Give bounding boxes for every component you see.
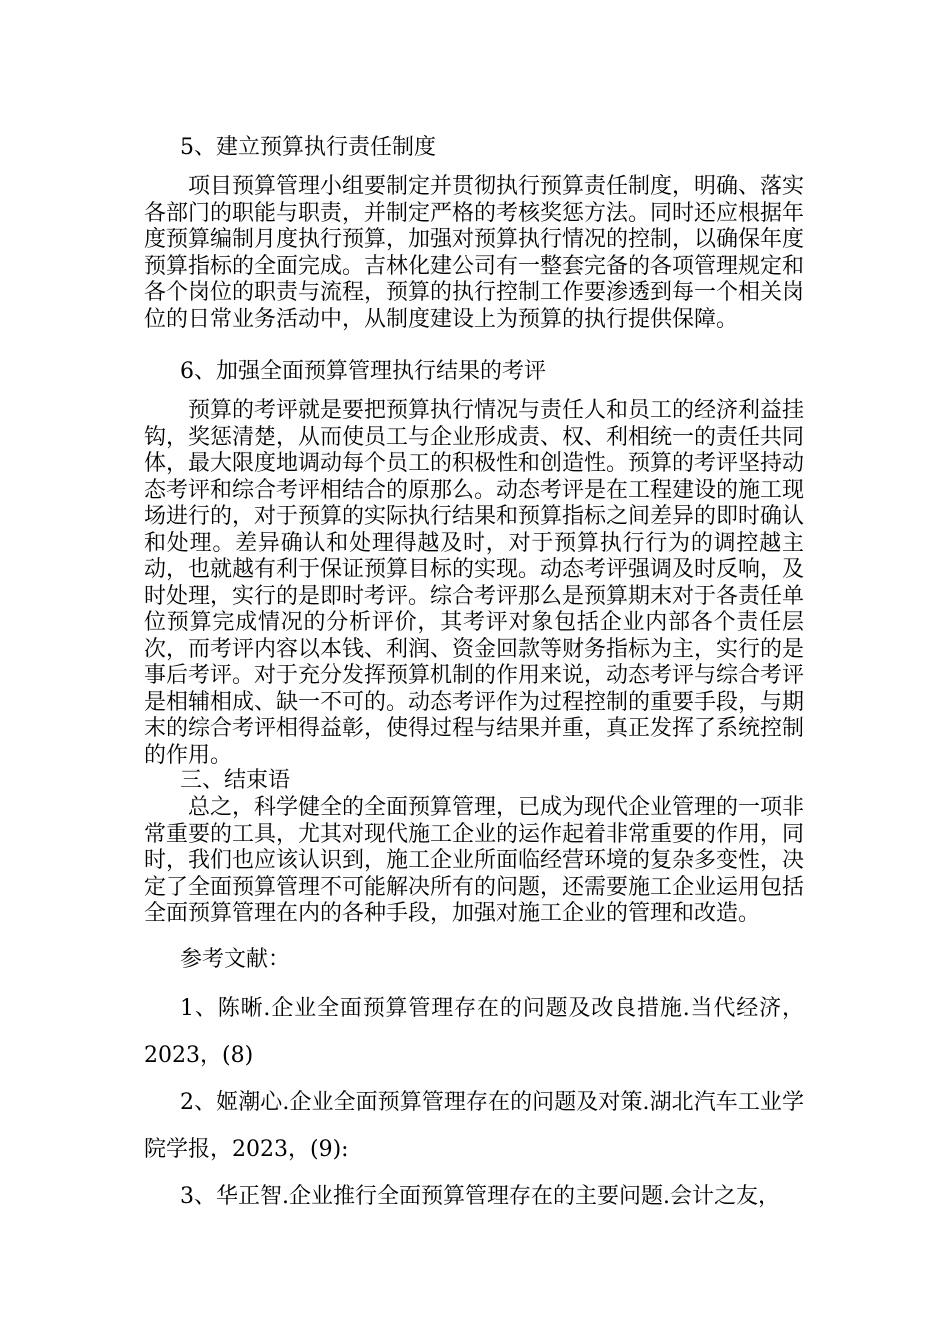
reference-item: 2、姬潮心.企业全面预算管理存在的问题及对策.湖北汽车工业学院学报，2023，(9):	[144, 1090, 804, 1162]
reference-item: 1、陈晰.企业全面预算管理存在的问题及改良措施.当代经济，2023，(8)	[144, 996, 804, 1068]
section-5-heading: 5、建立预算执行责任制度	[180, 135, 436, 160]
references-heading: 参考文献：	[180, 947, 291, 972]
reference-item: 3、华正智.企业推行全面预算管理存在的主要问题.会计之友，	[180, 1184, 780, 1209]
section-6-heading: 6、加强全面预算管理执行结果的考评	[180, 359, 546, 384]
section-5-paragraph: 项目预算管理小组要制定并贯彻执行预算责任制度，明确、落实各部门的职能与职责，并制定严格的考核奖惩方法。同时还应根据年度预算编制月度执行预算，加强对预算执行情况的控制，以确保年度预算指标的全面完成。吉林化建公司有一整套完备的各项管理规定和各个岗位的职责与流程，预算的执行控制工作要渗透到每一个相关岗位的日常业务活动中，从制度建设上为预算的执行提供保障。	[144, 174, 805, 332]
section-6-paragraph: 预算的考评就是要把预算执行情况与责任人和员工的经济利益挂钩，奖惩清楚，从而使员工与企业形成责、权、利相统一的责任共同体，最大限度地调动每个员工的积极性和创造性。预算的考评坚持动态考评和综合考评相结合的原那么。动态考评是在工程建设的施工现场进行的，对于预算的实际执行结果和预算指标之间差异的即时确认和处理。差异确认和处理得越及时，对于预算执行行为的调控越主动，也就越有利于保证预算目标的实现。动态考评强调及时反响，及时处理，实行的是即时考评。综合考评那么是预算期末对于各责任单位预算完成情况的分析评价，其考评对象包括企业内部各个责任层次，而考评内容以本钱、利润、资金回款等财务指标为主，实行的是事后考评。对于充分发挥预算机制的作用来说，动态考评与综合考评是相辅相成、缺一不可的。动态考评作为过程控制的重要手段，与期末的综合考评相得益彰，使得过程与结果并重，真正发挥了系统控制的作用。	[144, 398, 805, 768]
conclusion-paragraph: 总之，科学健全的全面预算管理，已成为现代企业管理的一项非常重要的工具，尤其对现代施工企业的运作起着非常重要的作用，同时，我们也应该认识到，施工企业所面临经营环境的复杂多变性，决定了全面预算管理不可能解决所有的问题，还需要施工企业运用包括全面预算管理在内的各种手段，加强对施工企业的管理和改造。	[144, 795, 805, 926]
conclusion-heading: 三、结束语	[180, 768, 291, 793]
